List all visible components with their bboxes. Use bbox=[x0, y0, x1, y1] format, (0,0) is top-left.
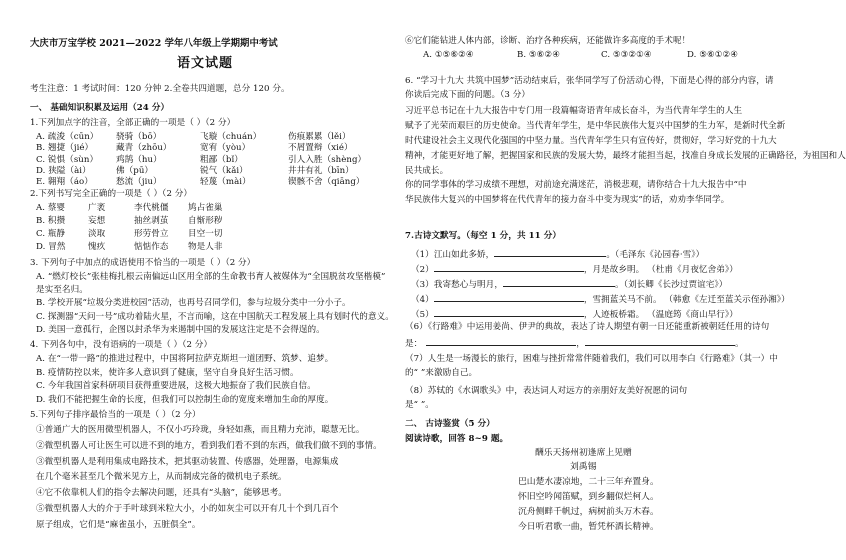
q2-option-cell: 自惭形秽 bbox=[188, 216, 223, 226]
question-5: 5.下列句子排序最恰当的一项是（ ）（2 分） bbox=[30, 410, 201, 420]
question-1: 1.下列加点字的注音，全部正确的一项是（ ）（2 分） bbox=[30, 118, 236, 128]
q1-option-cell: 轻蔑（mài） bbox=[200, 177, 251, 188]
subject-title: 语文试题 bbox=[177, 56, 234, 71]
q5-sentence-line: 原子组成，它们是“麻雀虽小，五脏俱全”。 bbox=[36, 519, 201, 530]
q6-passage-line: 时代建设社会主义现代化强国的中坚力量。当代青年学生只有宣传好，贯彻好，学习好党的十九大 bbox=[405, 136, 777, 146]
q7-item bbox=[411, 262, 738, 276]
q1-option-cell: 飞璇（chuán） bbox=[200, 132, 262, 142]
answer-blank[interactable] bbox=[426, 336, 576, 346]
q1-option-cell: 不屑置辩（xié） bbox=[288, 143, 353, 154]
q1-option-cell: E. 翱翔（áo） bbox=[36, 177, 93, 188]
q1-option-cell: 藏青（zhōu） bbox=[116, 143, 172, 154]
section-2-heading: 二、 古诗鉴赏（5 分） bbox=[405, 419, 495, 429]
q7-8-line2: 是“ ”。 bbox=[405, 400, 434, 410]
q5-option-d: D. ⑤⑥①②④ bbox=[687, 50, 738, 60]
q2-option-cell: 惦惦作态 bbox=[134, 242, 169, 252]
q7-item bbox=[411, 292, 790, 306]
q1-option-cell: 骁骑（bō） bbox=[116, 132, 162, 142]
q3-option-line: 是实至名归。 bbox=[36, 285, 88, 296]
q1-option-cell: 井井有礼（bīn） bbox=[288, 165, 354, 176]
answer-blank[interactable] bbox=[585, 336, 735, 346]
question-3: 3. 下列句子中加点的成语使用不恰当的一项是（ ）（2 分） bbox=[30, 258, 256, 268]
answer-blank[interactable] bbox=[434, 307, 584, 317]
q1-option-cell: A. 疏浚（cūn） bbox=[36, 132, 99, 142]
q7-item-source: 。（毛泽东《沁园春·雪》） bbox=[606, 250, 705, 260]
q3-option-line: C. 探测器“天问一号”成功着陆火星，不言而喻，这在中国航天工程发展上具有划时代的意义。 bbox=[36, 311, 394, 322]
q1-option-cell: 愁流（jiu） bbox=[116, 177, 162, 188]
q6-prompt-line: 华民族伟大复兴的中国梦将在代代青年的接力奋斗中变为现实”的话，劝劝李华同学。 bbox=[405, 195, 730, 205]
q2-option-cell: 李代桃僵 bbox=[134, 203, 169, 213]
q5-sentence-6: ⑥它们能钻进人体内部，诊断、治疗各种疾病，还能做许多高度的手术呢！ bbox=[405, 36, 691, 46]
q7-item-source: ，雪拥蓝关马不前。 （韩愈《左迁至蓝关示侄孙湘》） bbox=[583, 295, 790, 305]
q2-option-cell: 广袤 bbox=[88, 203, 106, 213]
poem-line: 今日听君歌一曲，暂凭杯酒长精神。 bbox=[518, 522, 659, 532]
question-7: 7.古诗文默写。（每空 1 分，共 11 分） bbox=[405, 231, 562, 241]
q5-option-a: A. ①⑤⑥②④ bbox=[423, 50, 474, 60]
q5-sentence-line: ①普通广大的医用微型机器人，不仅小巧玲珑，身轻如燕，而且精力充沛，聪慧无比。 bbox=[36, 425, 365, 435]
question-6-line2: 你读后完成下面的问题。（3 分） bbox=[405, 90, 531, 100]
answer-blank[interactable] bbox=[503, 277, 615, 287]
q7-6-label: 是： bbox=[405, 339, 423, 349]
poem-author: 刘禹锡 bbox=[570, 462, 597, 472]
poem-line: 巴山楚水凄凉地，二十三年弃置身。 bbox=[518, 477, 659, 487]
q5-sentence-line: 在几个毫米甚至几个微米见方上，从而制成完备的微机电子系统。 bbox=[36, 472, 287, 483]
q7-6-line2: 是： ， 。 bbox=[405, 336, 744, 350]
q4-option-line: B. 疫情防控以来，使许多人意识到了健康，坚守自身良好生活习惯。 bbox=[36, 367, 299, 378]
q1-option-cell: 粗鄙（bǐ） bbox=[200, 154, 243, 165]
left-column bbox=[30, 0, 402, 560]
q7-item bbox=[411, 307, 738, 321]
q5-sentence-line: ④它不依靠机人们的指令去解决问题，还具有“头脑”，能够思考。 bbox=[36, 488, 287, 499]
q7-item-number: （5） bbox=[411, 310, 434, 320]
section-1-heading: 一、 基础知识积累及运用（24 分） bbox=[30, 103, 170, 113]
q1-option-cell: 引人入胜（shèng） bbox=[288, 154, 367, 165]
exam-title: 大庆市万宝学校 2021—2022 学年八年级上学期期中考试 bbox=[30, 38, 278, 49]
q2-option-cell: 妄想 bbox=[88, 216, 106, 226]
q7-8-line1: （8）苏轼的《水调歌头》中，表达词人对远方的亲朋好友美好祝愿的词句 bbox=[405, 386, 688, 396]
q2-option-cell: 抽丝剥茧 bbox=[134, 216, 169, 226]
q7-item-given: 我寄愁心与明月， bbox=[433, 280, 503, 290]
q2-option-cell: B. 积攒 bbox=[36, 216, 66, 226]
q6-prompt-line: 你的同学事体的学习成绩不理想，对前途充满迷茫，消极悲观，请你结合十九大报告中“中 bbox=[405, 180, 747, 190]
q5-sentence-line: ③微型机器人是利用集成电路技术，把其驱动装置、传感器，处理器，电源集成 bbox=[36, 456, 339, 467]
q5-option-b: B. ⑤⑥②④ bbox=[517, 50, 560, 60]
q2-option-cell: 目空一切 bbox=[188, 229, 223, 239]
poem-line: 沉舟侧畔千帆过，病树前头万木春。 bbox=[518, 507, 659, 517]
q1-option-cell: 锲骸不舍（qiāng） bbox=[288, 177, 365, 188]
q7-7-line2: 的“ ”来激励自己。 bbox=[405, 368, 478, 378]
q2-option-cell: A. 蔡婴 bbox=[36, 203, 66, 213]
q1-option-cell: 锐气（kǎi） bbox=[200, 165, 248, 176]
q1-option-cell: 宽宥（yòu） bbox=[200, 143, 251, 154]
q1-option-cell: 佛（pū） bbox=[116, 165, 154, 176]
q7-item bbox=[411, 277, 727, 291]
answer-blank[interactable] bbox=[494, 247, 606, 257]
q2-option-cell: D. 冒然 bbox=[36, 242, 66, 252]
q6-passage-line: 习近平总书记在十九大报告中专门用一段篇幅寄语青年成长奋斗，为当代青年学生的人生 bbox=[405, 106, 743, 116]
q1-option-cell: D. 狭隘（ài） bbox=[36, 165, 91, 176]
q7-item-number: （4） bbox=[411, 295, 434, 305]
q7-item-number: （3） bbox=[411, 280, 434, 290]
q7-7-line1: （7）人生是一场漫长的旅行，困难与挫折常常伴随着我们，我们可以用李白《行路难》（其一）中 bbox=[405, 354, 778, 364]
q2-option-cell: 物是人非 bbox=[188, 242, 223, 252]
q2-option-cell: 淡取 bbox=[88, 229, 106, 239]
q7-item-source: ，人迹板桥霜。 （温庭筠《商山早行》） bbox=[583, 310, 738, 320]
exam-notice: 考生注意：1 考试时间：120 分钟 2.全卷共四道题，总分 120 分。 bbox=[30, 84, 290, 94]
q2-option-cell: 形劳骨立 bbox=[134, 229, 169, 239]
q1-option-cell: 鸡鹄（hu） bbox=[116, 154, 162, 165]
section-2-instruction: 阅读诗歌，回答 8~9 题。 bbox=[405, 434, 509, 444]
q1-option-cell: 伤痕累累（lěi） bbox=[288, 132, 351, 142]
question-6: 6. “学习十九大 共筑中国梦”活动结束后，张华同学写了份活动心得，下面是心得的部分内容，请 bbox=[405, 76, 774, 86]
q5-sentence-line: ②微型机器人可让医生可以进不到的地方，看到我们看不到的东西，做我们做不到的事情。 bbox=[36, 440, 382, 451]
q3-option-line: A. “燃灯校长”张桂梅扎根云南偏远山区用全部的生命教书育人被媒体为“全国脱贫攻坚楷模” bbox=[36, 272, 386, 282]
q3-option-line: D. 美国一意孤行，企图以封杀华为来遏制中国的发展这注定是不会得逞的。 bbox=[36, 324, 325, 335]
q7-item-source: ，月是故乡明。 （杜甫《月夜忆舍弟》） bbox=[583, 265, 738, 275]
poem-line: 怀旧空吟闻笛赋，到乡翻似烂柯人。 bbox=[518, 492, 659, 502]
q1-option-cell: C. 锐惧（sùn） bbox=[36, 154, 99, 165]
q7-item-number: （1） bbox=[411, 250, 434, 260]
q2-option-cell: 鸠占雀巢 bbox=[188, 203, 223, 213]
q7-item bbox=[411, 247, 704, 261]
q7-item-given: 江山如此多娇， bbox=[433, 250, 495, 260]
answer-blank[interactable] bbox=[434, 292, 584, 302]
poem-title: 酬乐天扬州初逢席上见赠 bbox=[535, 448, 632, 458]
q7-6-line1: （6）《行路难》中运用姜尚、伊尹的典故，表达了诗人期望有朝一日还能重新被朝廷任用的诗句 bbox=[405, 322, 770, 332]
q4-option-line: D. 我们不能把握生命的长度，但我们可以控制生命的宽度来增加生命的厚度。 bbox=[36, 394, 334, 405]
question-4: 4. 下列各句中，没有语病的一项是（ ）（2 分） bbox=[30, 340, 213, 350]
answer-blank[interactable] bbox=[434, 262, 584, 272]
q6-passage-line: 赋予了光荣而艰巨的历史使命。当代青年学生，是中华民族伟大复兴中国梦的生力军，是新时代全新 bbox=[405, 121, 786, 131]
q5-option-c: C. ⑤③②①④ bbox=[601, 50, 652, 60]
q2-option-cell: 愧疚 bbox=[88, 242, 106, 252]
q4-option-line: C. 今年我国首家科研项目获得重要进展，这极大地振奋了我们民族自信。 bbox=[36, 381, 316, 391]
q7-item-source: 。（刘长卿《长沙过贾谊宅》） bbox=[614, 280, 728, 290]
q3-option-line: B. 学校开展“垃圾分类进校园”活动，也再号召同学们，参与垃圾分类中一分小子。 bbox=[36, 298, 351, 309]
q6-passage-line: 民共成长。 bbox=[405, 166, 449, 176]
q1-option-cell: B. 翘捷（jié） bbox=[36, 143, 94, 154]
q5-sentence-line: ⑤微型机器人大的介于手叶球到米粒大小，小的如灰尘可以开有几十个到几百个 bbox=[36, 504, 339, 514]
question-2: 2.下列书写完全正确的一项是（ ）（2 分） bbox=[30, 189, 193, 199]
q4-option-line: A. 在“一带一路”的推进过程中，中国将阿拉萨克斯坦一道团野、筑梦、追梦。 bbox=[36, 354, 334, 364]
q2-option-cell: C. 瓶静 bbox=[36, 229, 66, 239]
right-column bbox=[405, 0, 846, 560]
q6-passage-line: 精神，才能更好地了解，把握国家和民族的发展大势，最终才能担当起，找准自身成长发展的正确路径，为祖国和人 bbox=[405, 151, 846, 161]
q7-item-number: （2） bbox=[411, 265, 434, 275]
